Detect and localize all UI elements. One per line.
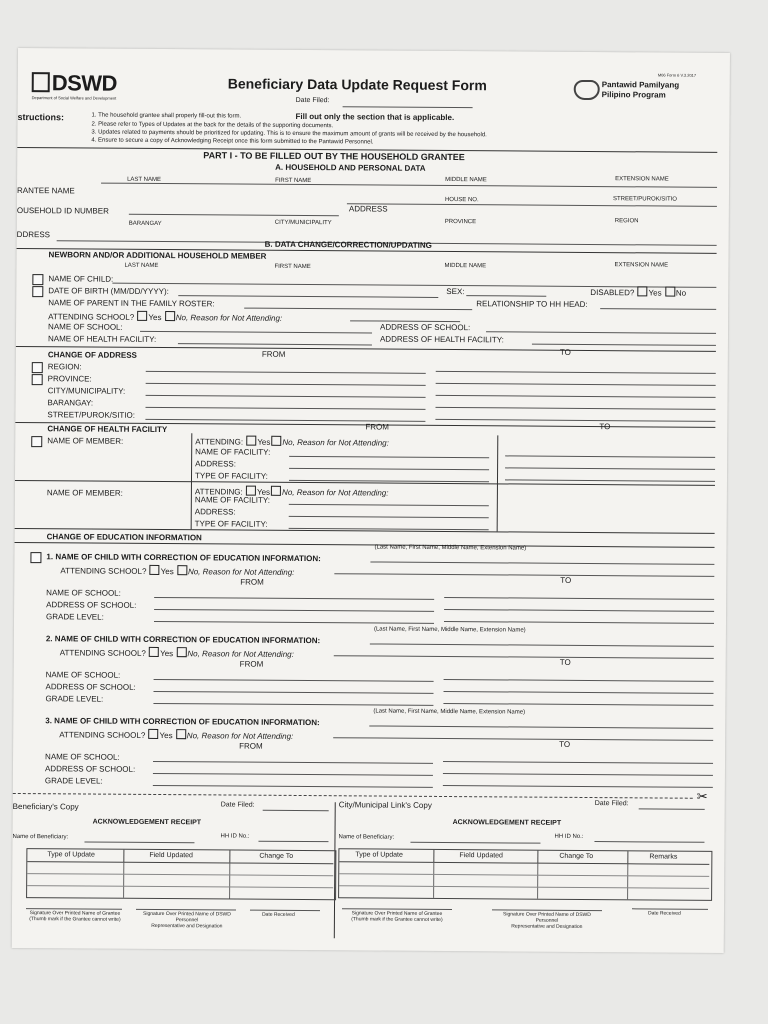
instruction-4: 4. Ensure to secure a copy of Acknowledging Receipt once this form submitted to the Pantawid Personnel. [91,137,374,146]
table-row[interactable] [27,885,333,888]
attending-school-text: ATTENDING SCHOOL? [59,648,146,658]
house-no-label: HOUSE NO. [444,196,479,204]
table-row[interactable] [27,873,333,876]
disabled-yes-checkbox[interactable] [638,286,648,296]
program-logo-line1: Pantawid Pamilyang [601,80,680,90]
attending-text: ATTENDING: [195,437,244,447]
col-extension-name: EXTENSION NAME [615,176,669,183]
name-of-school-label: NAME OF SCHOOL: [45,670,121,680]
col-type-of-update: Type of Update [355,851,403,859]
left-date-received-label: Date Received [261,911,295,918]
table-header-cell [339,849,434,863]
type-of-facility-label: TYPE OF FACILITY: [194,471,268,481]
name-of-school-label: NAME OF SCHOOL: [46,588,121,598]
child2-to-address-field[interactable] [444,691,714,694]
instruction-1: 1. The household grantee shall properly fill-out this form. [91,112,242,120]
attending-school-row [48,310,282,323]
child3-to-grade-field[interactable] [443,785,713,788]
relationship-field[interactable] [600,308,716,310]
pantawid-heart-icon [574,80,600,100]
col-middle-name: MIDDLE NAME [444,262,487,270]
name-of-school-label: NAME OF SCHOOL: [48,322,123,332]
sex-field[interactable] [466,295,546,297]
barangay-label: BARANGAY: [47,398,94,408]
address-health-facility-field[interactable] [532,344,716,346]
newborn-title: NEWBORN AND/OR ADDITIONAL HOUSEHOLD MEMBER [48,250,267,261]
facility-address-label: ADDRESS: [195,459,237,469]
date-filed-label: Date Filed: [220,801,255,809]
to-city-field[interactable] [436,395,716,398]
yes-text: Yes [648,288,662,298]
to-facility-name-field[interactable] [505,455,715,457]
change-education-title: CHANGE OF EDUCATION INFORMATION [46,532,202,543]
health-facility-field[interactable] [178,343,372,345]
attending-yes-checkbox[interactable] [137,311,147,321]
dswd-logo [32,70,117,97]
name-order-hint: (Last Name, First Name, Middle Name, Extension Name) [374,544,527,552]
from-barangay-field[interactable] [145,407,425,410]
col-last-name: LAST NAME [127,176,162,184]
address-of-school-label: ADDRESS OF SCHOOL: [380,322,471,333]
divider [537,863,538,899]
child1-from-grade-field[interactable] [154,621,434,624]
child1-to-grade-field[interactable] [444,621,714,624]
to-label: TO [559,347,571,357]
to-barangay-field[interactable] [435,407,715,410]
col-barangay: BARANGAY [128,220,162,228]
sig-grantee-text: Signature Over Printed Name of Grantee [351,910,443,917]
child2-attending-row [60,646,294,659]
dob-checkbox[interactable] [32,286,43,297]
attending-no-checkbox[interactable] [271,486,281,496]
left-receipt-title: ACKNOWLEDGEMENT RECEIPT [92,818,202,827]
table-header-cell [433,850,538,864]
attending-yes-checkbox[interactable] [149,729,159,739]
city-label: CITY/MUNICIPALITY: [47,386,126,396]
facility-address-label: ADDRESS: [194,507,236,517]
right-update-table [338,848,712,901]
street-label: STREET/PUROK/SITIO: [47,410,136,420]
attending-text: ATTENDING: [194,487,243,497]
to-label: TO [560,575,572,585]
disabled-label [590,286,686,298]
child2-reason-field[interactable] [334,655,714,659]
col-middle-name: MIDDLE NAME [445,176,487,184]
left-update-table [26,848,336,900]
sig-grantee-text: Signature Over Printed Name of Grantee [29,910,121,917]
dswd-emblem-icon [32,72,50,92]
no-reason-text: No, Reason for Not Attending: [282,437,389,448]
child1-from-address-field[interactable] [154,609,434,612]
region-label: REGION: [47,362,82,372]
grantee-name-label: RANTEE NAME [16,185,75,196]
table-header-cell [27,849,124,863]
from-label: FROM [365,422,389,432]
change-address-title: CHANGE OF ADDRESS [47,350,137,360]
link-copy-label: City/Municipal Link's Copy [338,800,432,810]
instruction-1-emphasis: Fill out only the section that is applicable. [295,111,455,123]
date-filed-label: Date Filed: [295,96,330,105]
address-label: ADDRESS [348,204,388,214]
scissors-icon: ✂ [696,788,708,804]
dob-field[interactable] [178,295,438,298]
sig-personnel-note: Representative and Designation [151,922,223,930]
child1-to-school-field[interactable] [444,597,714,600]
household-id-label: OUSEHOLD ID NUMBER [16,205,109,216]
right-personnel-signature-label [492,911,602,930]
col-change-to: Change To [259,852,294,860]
street-label: STREET/PUROK/SITIO [612,196,677,203]
col-last-name: LAST NAME [124,262,159,269]
form-page [12,48,730,953]
yes-text: Yes [257,437,271,447]
from-province-field[interactable] [146,383,426,386]
child1-attending-row [60,564,294,577]
divider [627,863,628,899]
beneficiary-copy-label: Beneficiary's Copy [12,801,79,812]
child3-label: 3. NAME OF CHILD WITH CORRECTION OF EDUCATION INFORMATION: [45,716,320,728]
child3-from-address-field[interactable] [153,773,433,776]
left-hhid-label: HH ID No.: [220,833,250,840]
left-personnel-signature-label [138,911,236,930]
name-of-facility-label: NAME OF FACILITY: [194,495,271,505]
from-label: FROM [240,577,264,587]
sig-personnel-text: Signature Over Printed Name of DSWD Personnel [143,910,231,924]
table-header-cell [627,851,709,865]
col-type-of-update: Type of Update [47,851,95,859]
section-b-title: B. DATA CHANGE/CORRECTION/UPDATING [264,239,432,250]
attending-no-checkbox[interactable] [165,311,175,321]
household-id-field[interactable] [129,214,339,216]
to-label: TO [599,422,611,432]
newborn-checkbox[interactable] [32,274,43,285]
parent-field[interactable] [244,308,472,311]
child3-to-school-field[interactable] [443,761,713,764]
health-facility-label: NAME OF HEALTH FACILITY: [47,334,157,344]
attending-no-checkbox[interactable] [177,565,187,575]
name-order-hint: (Last Name, First Name, Middle Name, Extension Name) [373,626,526,634]
col-province: PROVINCE [444,218,477,226]
col-first-name: FIRST NAME [275,177,312,185]
col-extension-name: EXTENSION NAME [614,262,669,269]
attending-no-checkbox[interactable] [176,647,186,657]
to-facility-address-field[interactable] [505,467,715,469]
dob-label: DATE OF BIRTH (MM/DD/YYYY): [48,286,169,297]
to-label: TO [559,657,571,667]
col-remarks: Remarks [649,853,678,861]
child1-to-address-field[interactable] [444,609,714,612]
right-date-filed-field[interactable] [639,808,705,809]
attending-school-text: ATTENDING SCHOOL? [60,566,147,576]
name-of-member-label: NAME OF MEMBER: [46,488,123,498]
name-of-school-field[interactable] [140,331,372,334]
form-title: Beneficiary Data Update Request Form [227,75,487,94]
relationship-label: RELATIONSHIP TO HH HEAD: [476,299,588,309]
form-code: M06 Form 6 V.3.2017 [657,72,697,78]
cut-line [13,793,693,799]
sig-personnel-note: Representative and Designation [511,923,583,930]
col-field-updated: Field Updated [459,852,503,860]
right-name-field[interactable] [410,842,540,844]
child3-from-school-field[interactable] [153,761,433,764]
no-reason-text: No, Reason for Not Attending: [187,567,295,577]
education-checkbox[interactable] [30,552,41,563]
attending-school-text: ATTENDING SCHOOL? [48,312,135,322]
disabled-no-checkbox[interactable] [665,287,675,297]
sig-grantee-note: (Thumb mark if the Grantee cannot write) [29,916,121,923]
child1-name-field[interactable] [370,561,714,564]
date-filed-label: Date Filed: [594,800,629,808]
no-reason-text: No, Reason for Not Attending: [187,649,294,659]
name-of-child-label: NAME OF CHILD: [48,274,114,284]
part1-title: PART I - TO BE FILLED OUT BY THE HOUSEHOLD GRANTEE [203,150,465,163]
dswd-subtitle: Department of Social Welfare and Development [31,95,117,101]
change-province-checkbox[interactable] [32,374,43,385]
left-name-field[interactable] [84,841,194,843]
attending-yes-checkbox[interactable] [246,436,256,446]
col-field-updated: Field Updated [149,851,193,860]
child2-from-school-field[interactable] [154,679,434,682]
name-of-member-label: NAME OF MEMBER: [47,436,124,446]
yes-text: Yes [148,312,162,323]
right-receipt-title: ACKNOWLEDGEMENT RECEIPT [452,819,562,827]
attending-yes-checkbox[interactable] [149,647,159,657]
yes-text: Yes [256,487,271,497]
no-reason-text: No, Reason for Not Attending: [175,313,283,323]
table-header-cell [537,851,628,865]
col-first-name: FIRST NAME [274,263,311,271]
address-of-school-label: ADDRESS OF SCHOOL: [45,682,136,692]
sig-personnel-text: Signature Over Printed Name of DSWD Personnel [503,911,591,924]
table-row[interactable] [339,873,709,877]
instructions-label: structions: [17,111,65,123]
from-label: FROM [239,741,263,751]
section-a-title: A. HOUSEHOLD AND PERSONAL DATA [275,162,426,173]
attending-yes-checkbox[interactable] [246,486,256,496]
name-order-hint: (Last Name, First Name, Middle Name, Extension Name) [373,708,526,716]
child2-label: 2. NAME OF CHILD WITH CORRECTION OF EDUCATION INFORMATION: [45,634,321,646]
divider [433,862,434,898]
from-facility-address-field[interactable] [289,516,489,518]
from-facility-name-field[interactable] [289,504,489,506]
table-row[interactable] [339,885,709,889]
child3-name-field[interactable] [369,725,713,728]
col-city: CITY/MUNICIPALITY [274,219,332,227]
no-reason-text: No, Reason for Not Attending: [186,731,294,741]
address-row-label: DDRESS [16,229,51,240]
right-name-label: Name of Beneficiary: [338,834,395,841]
attending-yes-checkbox[interactable] [150,565,160,575]
child2-to-school-field[interactable] [444,679,714,682]
col-change-to: Change To [559,852,594,861]
health-member1-checkbox[interactable] [31,436,42,447]
parent-label: NAME OF PARENT IN THE FAMILY ROSTER: [48,298,215,309]
right-grantee-signature-label [342,910,452,923]
dswd-logo-text: DSWD [51,70,118,96]
name-of-facility-label: NAME OF FACILITY: [195,447,271,457]
grade-level-label: GRADE LEVEL: [45,612,104,622]
sig-grantee-note: (Thumb mark if the Grantee cannot write) [351,916,443,923]
attending-row [195,435,389,447]
divider [123,862,124,898]
left-hhid-field[interactable] [258,841,328,842]
grade-level-label: GRADE LEVEL: [44,776,103,786]
province-label: PROVINCE: [47,374,92,384]
sex-label: SEX: [446,286,465,297]
child2-from-grade-field[interactable] [153,703,433,706]
attending-no-checkbox[interactable] [176,729,186,739]
left-date-filed-field[interactable] [263,810,329,811]
attending-no-checkbox[interactable] [271,436,281,446]
yes-text: Yes [160,649,174,659]
address-of-school-field[interactable] [486,331,716,334]
program-logo-line2: Pilipino Program [601,90,666,100]
from-label: FROM [239,659,264,669]
child3-reason-field[interactable] [333,737,713,741]
yes-text: Yes [159,731,173,741]
house-street-field[interactable] [347,203,717,207]
grantee-name-field[interactable] [101,183,717,188]
child2-name-field[interactable] [370,643,714,646]
child2-to-grade-field[interactable] [443,703,713,706]
child3-from-grade-field[interactable] [153,785,433,788]
right-date-received-label: Date Received [647,910,681,917]
from-street-field[interactable] [145,419,425,422]
address-health-facility-label: ADDRESS OF HEALTH FACILITY: [379,334,504,345]
address-of-school-label: ADDRESS OF SCHOOL: [44,764,136,774]
table-header-cell [123,850,230,864]
change-region-checkbox[interactable] [32,362,43,373]
from-label: FROM [261,349,286,359]
to-street-field[interactable] [435,419,715,422]
no-text: No [675,288,687,298]
grade-level-label: GRADE LEVEL: [45,694,104,704]
type-of-facility-label: TYPE OF FACILITY: [194,519,268,529]
left-grantee-signature-label [28,910,122,923]
instruction-2: 2. Please refer to Types of Updates at the back for the details of the supporting documents. [91,121,334,130]
address-of-school-label: ADDRESS OF SCHOOL: [46,600,137,610]
to-label: TO [559,739,571,749]
table-header-cell [229,850,333,864]
child1-from-school-field[interactable] [154,597,434,600]
disabled-text: DISABLED? [590,288,635,298]
child1-label: 1. NAME OF CHILD WITH CORRECTION OF EDUCATION INFORMATION: [46,552,321,564]
to-region-field[interactable] [436,371,716,374]
yes-text: Yes [160,567,174,577]
divider [229,862,230,898]
child2-from-address-field[interactable] [154,691,434,694]
right-hhid-field[interactable] [594,841,704,843]
instruction-3: 3. Updates related to payments should be prioritized for updating. This is to ensure the maximum amount of grants will be received by the household. [91,129,487,139]
left-name-label: Name of Beneficiary: [12,833,69,841]
divider [15,542,715,548]
to-facility-type-field[interactable] [505,479,715,481]
from-facility-name-field[interactable] [289,456,489,458]
no-reason-text: No, Reason for Not Attending: [282,487,389,498]
child3-to-address-field[interactable] [443,773,713,776]
right-hhid-label: HH ID No.: [554,833,584,840]
from-city-field[interactable] [146,395,426,398]
child1-reason-field[interactable] [334,573,714,577]
change-health-title: CHANGE OF HEALTH FACILITY [47,424,168,435]
date-filed-field[interactable] [343,106,473,108]
name-of-school-label: NAME OF SCHOOL: [45,752,120,762]
from-region-field[interactable] [146,371,426,374]
to-province-field[interactable] [436,383,716,386]
from-facility-address-field[interactable] [289,468,489,470]
child3-attending-row [59,728,293,741]
attending-school-text: ATTENDING SCHOOL? [59,730,146,740]
col-region: REGION [614,218,639,225]
